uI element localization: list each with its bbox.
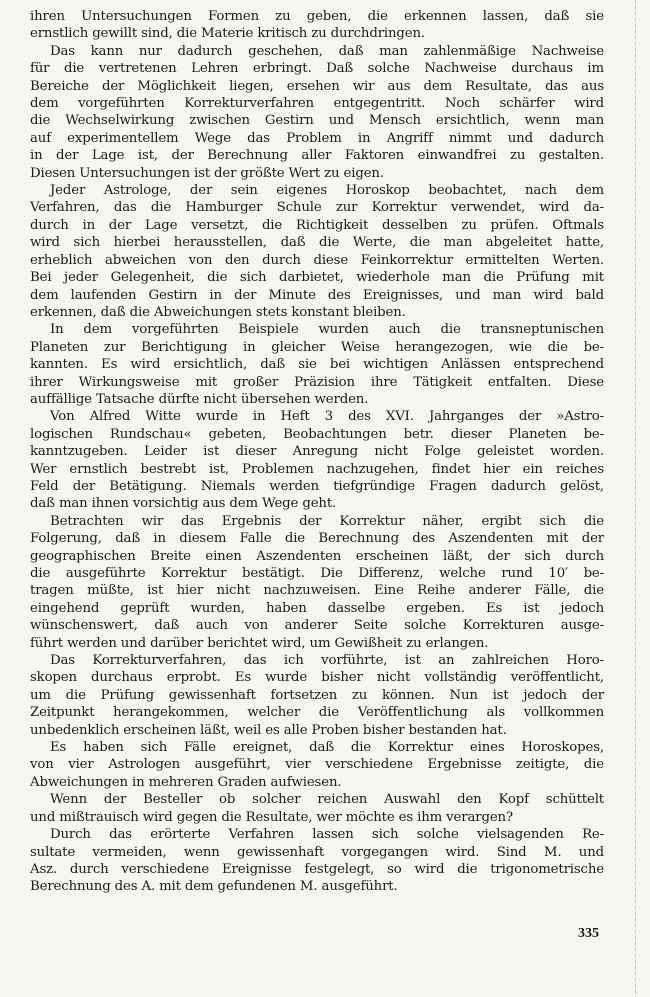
text-line: kanntzugeben. Leider ist dieser Anregung nicht Folge geleistet worden.	[30, 444, 604, 460]
text-line: Das Korrekturverfahren, das ich vorführte, ist an zahlreichen Horo-	[50, 653, 604, 669]
text-line: wird sich hierbei herausstellen, daß die Werte, die man abgeleitet hatte,	[30, 235, 604, 251]
text-line: Folgerung, daß in diesem Falle die Berechnung des Aszendenten mit der	[30, 531, 604, 547]
text-line: logischen Rundschau« gebeten, Beobachtungen betr. dieser Planeten be-	[30, 426, 604, 442]
text-line: Zeitpunkt herangekommen, welcher die Veröffentlichung als vollkommen	[30, 705, 604, 721]
text-line: eingehend geprüft wurden, haben dasselbe ergeben. Es ist jedoch	[30, 600, 604, 616]
text-line: unbedenklich erscheinen läßt, weil es alle Proben bisher bestanden hat.	[30, 722, 507, 738]
paragraph	[30, 826, 604, 896]
text-line: dem laufenden Gestirn in der Minute des Ereignisses, und man wird bald	[30, 287, 604, 303]
text-line: tragen müßte, ist hier nicht nachzuweisen. Eine Reihe anderer Fälle, die	[30, 583, 604, 599]
text-line: Berechnung des A. mit dem gefundenen M. ausgeführt.	[30, 879, 398, 895]
text-line: Diesen Untersuchungen ist der größte Wert zu eigen.	[30, 165, 384, 181]
text-line: ihrer Wirkungsweise mit großer Präzision ihre Tätigkeit entfalten. Diese	[30, 374, 604, 390]
text-line: Es haben sich Fälle ereignet, daß die Korrektur eines Horoskopes,	[50, 740, 604, 756]
text-line: In dem vorgeführten Beispiele wurden auch die transneptunischen	[50, 322, 604, 338]
paragraph	[30, 652, 604, 739]
text-line: kannten. Es wird ersichtlich, daß sie bei wichtigen Anlässen entsprechend	[30, 357, 604, 373]
page-body	[30, 8, 604, 896]
page-number: 335	[578, 926, 599, 941]
text-line: von vier Astrologen ausgeführt, vier verschiedene Ergebnisse zeitigte, die	[30, 757, 604, 773]
text-line: dem vorgeführten Korrekturverfahren entgegentritt. Noch schärfer wird	[30, 96, 604, 112]
text-line: auf experimentellem Wege das Problem in Angriff nimmt und dadurch	[30, 130, 604, 146]
paragraph	[30, 739, 604, 791]
text-line: Wer ernstlich bestrebt ist, Problemen nachzugehen, findet hier ein reiches	[30, 461, 604, 477]
paragraph	[30, 182, 604, 321]
text-line: und mißtrauisch wird gegen die Resultate, wer möchte es ihm verargen?	[30, 809, 513, 825]
text-line: skopen durchaus erprobt. Es wurde bisher nicht vollständig veröffentlicht,	[30, 670, 604, 686]
text-line: um die Prüfung gewissenhaft fortsetzen zu können. Nun ist jedoch der	[30, 687, 604, 703]
text-line: Planeten zur Berichtigung in gleicher Weise herangezogen, wie die be-	[30, 339, 604, 355]
paragraph	[30, 408, 604, 512]
text-line: geographischen Breite einen Aszendenten erscheinen läßt, der sich durch	[30, 548, 604, 564]
text-line: sultate vermeiden, wenn gewissenhaft vorgegangen wird. Sind M. und	[30, 844, 604, 860]
text-line: Betrachten wir das Ergebnis der Korrektur näher, ergibt sich die	[50, 513, 604, 529]
text-line: ihren Untersuchungen Formen zu geben, die erkennen lassen, daß sie	[30, 9, 604, 24]
scan-edge-artifact	[635, 0, 636, 997]
text-line: für die vertretenen Lehren erbringt. Daß solche Nachweise durchaus im	[30, 61, 604, 77]
text-line: Das kann nur dadurch geschehen, daß man zahlenmäßige Nachweise	[50, 43, 604, 59]
paragraph	[30, 43, 604, 182]
text-line: Bei jeder Gelegenheit, die sich darbietet, wiederhole man die Prüfung mit	[30, 270, 604, 286]
paragraph	[30, 8, 604, 43]
paragraph	[30, 791, 604, 826]
text-line: Durch das erörterte Verfahren lassen sich solche vielsagenden Re-	[50, 827, 604, 843]
text-line: die ausgeführte Korrektur bestätigt. Die Differenz, welche rund 10′ be-	[30, 566, 604, 581]
paragraph	[30, 321, 604, 408]
text-line: wünschenswert, daß auch von anderer Seite solche Korrekturen ausge-	[30, 618, 604, 634]
paragraph	[30, 513, 604, 652]
text-line: auffällige Tatsache dürfte nicht übersehen werden.	[30, 391, 369, 407]
text-line: Jeder Astrologe, der sein eigenes Horoskop beobachtet, nach dem	[50, 183, 604, 199]
text-line: Wenn der Besteller ob solcher reichen Auswahl den Kopf schüttelt	[50, 792, 604, 808]
text-line: in der Lage ist, der Berechnung aller Faktoren einwandfrei zu gestalten.	[30, 148, 604, 164]
text-line: erkennen, daß die Abweichungen stets konstant bleiben.	[30, 304, 406, 320]
text-line: Asz. durch verschiedene Ereignisse festgelegt, so wird die trigonometrische	[30, 861, 604, 877]
text-line: daß man ihnen vorsichtig aus dem Wege geht.	[30, 496, 337, 512]
text-line: ernstlich gewillt sind, die Materie kritisch zu durchdringen.	[30, 26, 425, 42]
text-line: erheblich abweichen von den durch diese Feinkorrektur ermittelten Werten.	[30, 252, 604, 268]
text-line: die Wechselwirkung zwischen Gestirn und Mensch ersichtlich, wenn man	[30, 113, 604, 129]
text-line: Abweichungen in mehreren Graden aufwiesen.	[30, 774, 342, 790]
text-line: Von Alfred Witte wurde in Heft 3 des XVI. Jahrganges der »Astro-	[50, 409, 604, 425]
text-line: Feld der Betätigung. Niemals werden tiefgründige Fragen dadurch gelöst,	[30, 478, 604, 494]
text-line: Bereiche der Möglichkeit liegen, ersehen wir aus dem Resultate, das aus	[30, 78, 604, 94]
text-line: führt werden und darüber berichtet wird, um Gewißheit zu erlangen.	[30, 635, 489, 651]
text-line: durch in der Lage versetzt, die Richtigkeit desselben zu prüfen. Oftmals	[30, 217, 604, 233]
text-line: Verfahren, das die Hamburger Schule zur Korrektur verwendet, wird da-	[30, 200, 604, 216]
